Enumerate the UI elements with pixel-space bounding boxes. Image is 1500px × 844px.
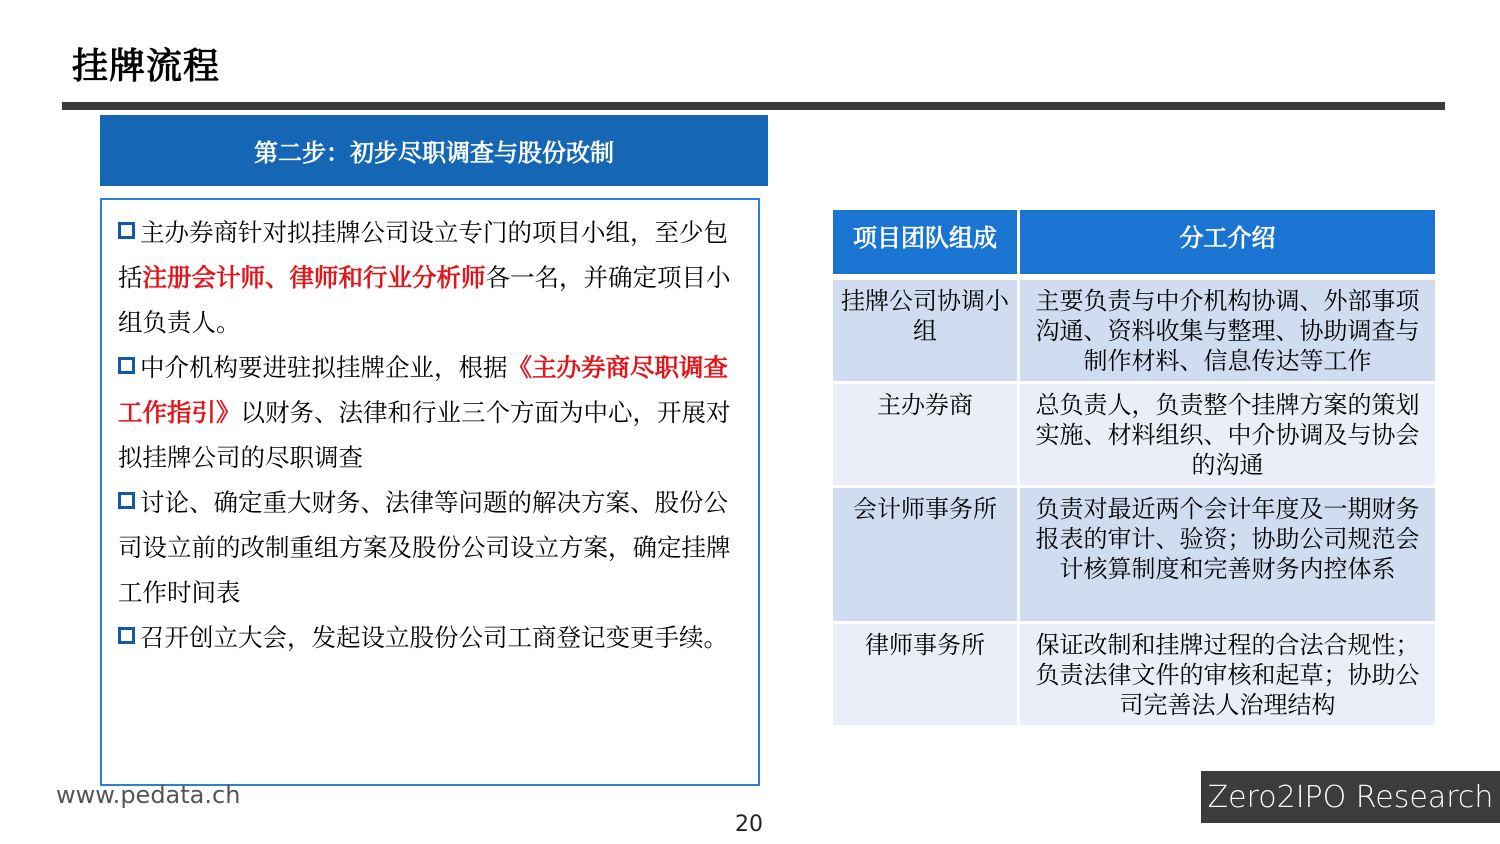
square-bullet-icon [118,357,135,374]
step-content-box [100,198,760,786]
bullet-text: 主办券商针对拟挂牌公司设立专门的项目小组，至少包括 [118,218,728,292]
column-header-duty: 分工介绍 [1020,210,1435,280]
team-cell: 挂牌公司协调小组 [833,280,1020,384]
bullet-item [118,615,740,660]
bullet-item [118,480,740,615]
team-cell: 律师事务所 [833,624,1020,728]
duty-cell: 主要负责与中介机构协调、外部事项沟通、资料收集与整理、协助调查与制作材料、信息传达等工作 [1020,280,1435,384]
bullet-text: 召开创立大会，发起设立股份公司工商登记变更手续。 [140,623,728,652]
table-row [833,280,1435,384]
table-row [833,384,1435,488]
title-divider [62,102,1445,110]
bullet-highlight: 《主办券商尽职调查工作指引》 [118,353,728,427]
bullet-text: 中介机构要进驻拟挂牌企业，根据 [140,353,508,382]
bullet-text: 以财务、法律和行业三个方面为中心，开展对拟挂牌公司的尽职调查 [118,398,731,472]
table-row [833,624,1435,728]
square-bullet-icon [118,627,135,644]
bullet-item [118,210,740,345]
duty-cell: 保证改制和挂牌过程的合法合规性；负责法律文件的审核和起草；协助公司完善法人治理结构 [1020,624,1435,728]
page-number: 20 [735,812,763,837]
website-url: www.pedata.ch [56,781,241,809]
team-cell: 主办券商 [833,384,1020,488]
bullet-text: 讨论、确定重大财务、法律等问题的解决方案、股份公司设立前的改制重组方案及股份公司设立方案，确定挂牌工作时间表 [118,488,731,607]
bullet-highlight: 注册会计师、律师和行业分析师 [142,263,486,292]
square-bullet-icon [118,492,135,509]
team-cell: 会计师事务所 [833,488,1020,624]
bullet-text: 各一名，并确定项目小组负责人。 [118,263,731,337]
page-title: 挂牌流程 [72,46,221,87]
bullet-item [118,345,740,480]
brand-logo: Zero2IPO Research [1201,771,1500,823]
square-bullet-icon [118,222,135,239]
step-header: 第二步：初步尽职调查与股份改制 [100,115,768,186]
table-row [833,488,1435,624]
column-header-team: 项目团队组成 [833,210,1020,280]
team-roles-table [833,210,1435,728]
table-header-row [833,210,1435,280]
duty-cell: 总负责人，负责整个挂牌方案的策划实施、材料组织、中介协调及与协会的沟通 [1020,384,1435,488]
duty-cell: 负责对最近两个会计年度及一期财务报表的审计、验资；协助公司规范会计核算制度和完善财务内控体系 [1020,488,1435,624]
